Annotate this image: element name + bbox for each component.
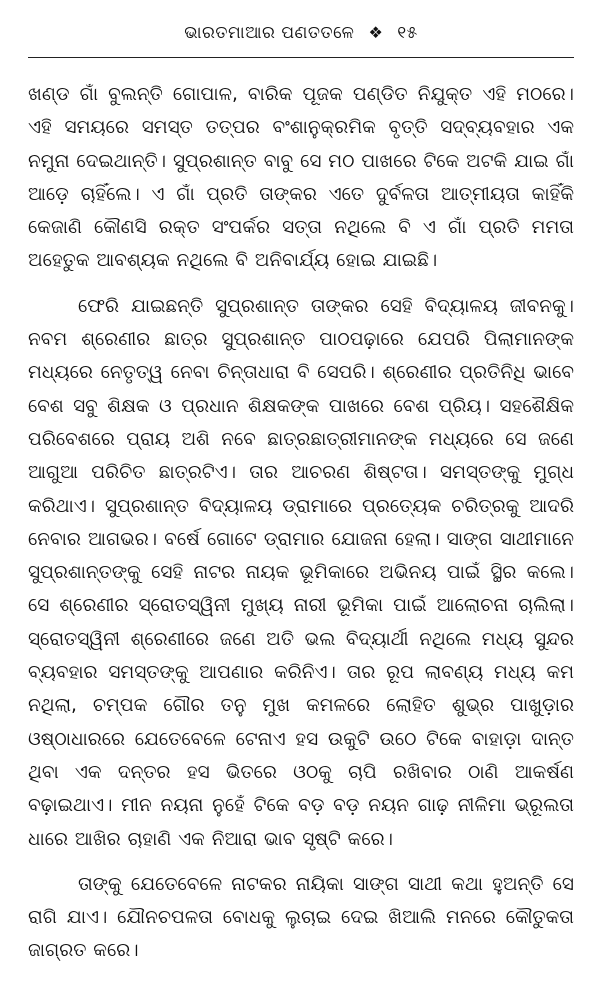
book-title: ଭାରତମାଆର ପଣତତଳେ	[184, 22, 355, 43]
paragraph-2: ଫେରି ଯାଇଛନ୍ତି ସୁପ୍ରଶାନ୍ତ ତାଙ୍କର ସେହି ବିଦ୍ୟାଳୟ ଜୀବନକୁ। ନବମ ଶ୍ରେଣୀର ଛାତ୍ର ସୁପ୍ରଶାନ୍ତ ପାଠପଢ଼ାରେ ଯେପରି ପିଲାମାନଙ୍କ ମଧ୍ୟରେ ନେତୃତ୍ୱ ନେବା ଚିନ୍ତାଧାରା ବି ସେପରି। ଶ୍ରେଣୀର ପ୍ରତିନିଧି ଭାବେ ବେଶ ସବୁ ଶିକ୍ଷକ ଓ ପ୍ରଧାନ ଶିକ୍ଷକଙ୍କ ପାଖରେ ବେଶ ପ୍ରିୟ। ସହଶୈକ୍ଷିକ ପରିବେଶରେ ପ୍ରାୟ ଅଶି ନବେ ଛାତ୍ରଛାତ୍ରୀମାନଙ୍କ ମଧ୍ୟରେ ସେ ଜଣେ ଆଗୁଆ ପରିଚିତ ଛାତ୍ରଟିଏ। ତାର ଆଚରଣ ଶିଷ୍ଟତା। ସମସ୍ତଙ୍କୁ ମୁଗ୍ଧ କରିଥାଏ। ସୁପ୍ରଶାନ୍ତ ବିଦ୍ୟାଳୟ ଡ୍ରାମାରେ ପ୍ରତ୍ୟେକ ଚରିତ୍ରକୁ ଆଦରି ନେବାର ଆଗଭର। ବର୍ଷେ ଗୋଟେ ଡ୍ରାମାର ଯୋଜନା ହେଲା। ସାଙ୍ଗ ସାଥୀମାନେ ସୁପ୍ରଶାନ୍ତଙ୍କୁ ସେହି ନାଟର ନାୟକ ଭୂମିକାରେ ଅଭିନୟ ପାଇଁ ସ୍ଥିର କଲେ। ସେ ଶ୍ରେଣୀର ସ୍ରୋତସ୍ୱିନୀ ମୁଖ୍ୟ ନାରୀ ଭୂମିକା ପାଇଁ ଆଲୋଚନା ଚାଲିଲା। ସ୍ରୋତସ୍ୱିନୀ ଶ୍ରେଣୀରେ ଜଣେ ଅତି ଭଲ ବିଦ୍ୟାର୍ଥୀ ନଥିଲେ ମଧ୍ୟ ସୁନ୍ଦର ବ୍ୟବହାର ସମସ୍ତଙ୍କୁ ଆପଣାର କରିନିଏ। ତାର ରୂପ ଲାବଣ୍ୟ ମଧ୍ୟ କମ ନଥିଲା, ଚମ୍ପକ ଗୌର ତନୁ ମୁଖ କମଳରେ ଲୋହିତ ଶୁଭ୍ର ପାଖୁଡ଼ାର ଓଷ୍ଠାଧାରରେ ଯେତେବେଳେ ଟେନାଏ ହସ ଉକୁଟି ଉଠେ ଟିକେ ବାହାଡ଼ା ଦାନ୍ତ ଥିବା ଏକ ଦନ୍ତର ହସ ଭିତରେ ଓଠକୁ ଚାପି ରଖିବାର ଠାଣି ଆକର୍ଷଣ ବଢ଼ାଇଥାଏ। ମୀନ ନୟନା ନୁହେଁ ଟିକେ ବଡ଼ ବଡ଼ ନୟନ ଗାଢ଼ ନୀଳିମା ଭ୍ରୂଲତା ଧାରେ ଆଖିର ଚାହାଣି ଏକ ନିଆରା ଭାବ ସୃଷ୍ଟି କରେ।	[28, 295, 574, 850]
page-number: ୧୫	[397, 22, 418, 43]
body-text	[28, 78, 574, 968]
paragraph-3: ତାଙ୍କୁ ଯେତେବେଳେ ନାଟକର ନାୟିକା ସାଙ୍ଗ ସାଥୀ କଥା ହୁଅନ୍ତି ସେ ରାଗି ଯାଏ। ଯୌନଚପଳତା ବୋଧକୁ ଲୁଚାଇ ଦେଇ ଖିଆଲି ମନରେ କୌତୁକତା ଜାଗ୍ରତ କରେ।	[28, 873, 574, 962]
diamond-ornament-icon: ❖	[368, 23, 384, 42]
running-header	[28, 0, 574, 58]
paragraph-1: ଖଣ୍ଡ ଗାଁ ବୁଲନ୍ତି ଗୋପାଳ, ବାରିକ ପୂଜକ ପଣ୍ଡିତ ନିଯୁକ୍ତ ଏହି ମଠରେ। ଏହି ସମୟରେ ସମସ୍ତ ତତ୍ପର ବଂଶାନୁକ୍ରମିକ ବୃତ୍ତି ସଦ୍ବ୍ୟବହାର ଏକ ନମୁନା ଦେଇଥାନ୍ତି। ସୁପ୍ରଶାନ୍ତ ବାବୁ ସେ ମଠ ପାଖରେ ଟିକେ ଅଟକି ଯାଇ ଗାଁ ଆଡ଼େ ଚାହିଁଲେ। ଏ ଗାଁ ପ୍ରତି ତାଙ୍କର ଏତେ ଦୁର୍ବଳତା ଆତ୍ମୀୟତା କାହିଁକି କେଜାଣି କୌଣସି ରକ୍ତ ସଂପର୍କର ସତ୍ତା ନଥିଲେ ବି ଏ ଗାଁ ପ୍ରତି ମମତା ଅହେତୁକ ଆବଶ୍ୟକ ନଥିଲେ ବି ଅନିବାର୍ଯ୍ୟ ହୋଇ ଯାଇଛି।	[28, 84, 574, 272]
